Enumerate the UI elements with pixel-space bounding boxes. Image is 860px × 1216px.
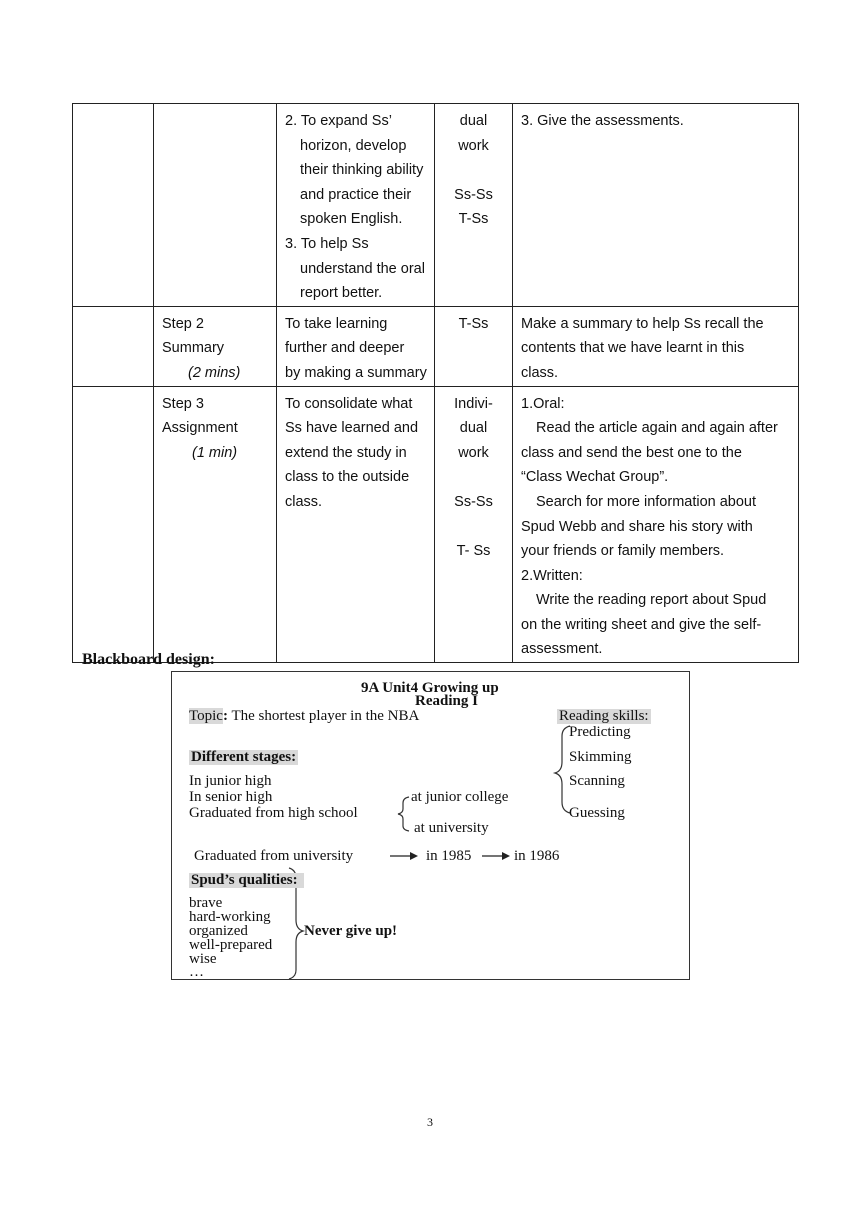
timeline-item: Graduated from university	[194, 848, 354, 864]
stage-item: In junior high	[189, 773, 272, 789]
purpose-line: Ss have learned and	[285, 420, 419, 437]
blackboard-heading: Blackboard design:	[82, 651, 215, 668]
step-number: Step 3	[162, 395, 204, 412]
purpose-line: and practice their	[300, 186, 412, 203]
purpose-line: To take learning	[285, 315, 388, 332]
topic-colon: :	[222, 708, 228, 724]
skill-item: Scanning	[569, 773, 625, 789]
form-line: Ss-Ss	[454, 493, 493, 510]
quality-item: …	[189, 964, 204, 980]
step-number: Step 2	[162, 315, 204, 332]
step-cell	[154, 386, 277, 663]
stage-cell	[73, 386, 154, 663]
table-row	[73, 386, 799, 663]
quality-item: wise	[189, 951, 217, 967]
purpose-line: horizon, develop	[300, 137, 407, 154]
stage-item: Graduated from high school	[189, 805, 358, 821]
activity-line: contents that we have learnt in this	[521, 340, 745, 357]
activity-cell	[513, 386, 799, 663]
activity-line: Read the article again and again after	[536, 420, 778, 437]
purpose-line: class.	[285, 493, 323, 510]
board-subtitle: Reading I	[415, 693, 478, 709]
quality-item: hard-working	[189, 909, 271, 925]
purpose-line: spoken English.	[300, 211, 403, 228]
activity-cell	[513, 306, 799, 386]
purpose-line: To consolidate what	[285, 395, 413, 412]
skills-label: Reading skills:	[559, 708, 649, 724]
activity-line: 2.Written:	[521, 567, 583, 584]
form-line: T-Ss	[458, 211, 489, 228]
timeline-item: in 1985	[426, 848, 472, 864]
purpose-line: extend the study in	[285, 444, 407, 461]
skill-item: Predicting	[569, 724, 631, 740]
topic-line	[189, 709, 419, 724]
step-time: (2 mins)	[188, 364, 241, 381]
form-line: T-Ss	[458, 315, 489, 332]
step-cell	[154, 104, 277, 307]
activity-line: your friends or family members.	[521, 543, 725, 560]
purpose-line: understand the oral	[300, 260, 425, 277]
qualities-label: Spud’s qualities:	[189, 873, 304, 888]
table-row	[73, 104, 799, 307]
table-row	[73, 306, 799, 386]
activity-line: “Class Wechat Group”.	[521, 469, 669, 486]
activity-cell	[513, 104, 799, 307]
step-name: Assignment	[162, 420, 238, 437]
skill-item: Guessing	[569, 805, 625, 821]
blackboard-design	[171, 671, 690, 980]
activity-line: Search for more information about	[536, 493, 757, 510]
activity-line: Write the reading report about Spud	[536, 592, 767, 609]
quality-item: organized	[189, 923, 248, 939]
activity-line: Spud Webb and share his story with	[521, 518, 753, 535]
form-line: T- Ss	[456, 543, 491, 560]
branch-item: at junior college	[411, 789, 509, 805]
stage-cell	[73, 104, 154, 307]
activity-line: Make a summary to help Ss recall the	[521, 315, 764, 332]
page-number: 3	[427, 1115, 433, 1129]
step-time: (1 min)	[192, 444, 238, 461]
activity-line: 3. Give the assessments.	[521, 113, 684, 129]
form-line: work	[458, 137, 489, 154]
form-line: Indivi-	[454, 395, 493, 412]
board-title: 9A Unit4 Growing up	[361, 680, 499, 696]
step-name: Summary	[162, 340, 225, 357]
skills-brace	[555, 726, 570, 813]
purpose-cell	[277, 386, 435, 663]
stage-item: In senior high	[189, 789, 273, 805]
activity-line: class and send the best one to the	[521, 444, 742, 461]
form-cell	[435, 104, 513, 307]
arrow-icon	[410, 852, 418, 860]
purpose-line: class to the outside	[285, 469, 410, 486]
purpose-line: by making a summary	[285, 364, 427, 381]
quality-item: brave	[189, 895, 223, 911]
motto: Never give up!	[304, 923, 398, 939]
quality-item: well-prepared	[189, 937, 273, 953]
purpose-line: their thinking ability	[300, 162, 424, 179]
lesson-plan-table	[72, 103, 799, 663]
form-line: Ss-Ss	[454, 186, 493, 203]
activity-line: 1.Oral:	[521, 395, 565, 412]
form-line: dual	[459, 420, 488, 437]
branch-brace	[398, 797, 409, 831]
activity-line: assessment.	[521, 641, 603, 658]
stage-cell	[73, 306, 154, 386]
purpose-line: 3. To help Ss	[285, 235, 369, 252]
stages-label: Different stages:	[191, 749, 297, 765]
purpose-line: further and deeper	[285, 340, 405, 357]
branch-item: at university	[414, 820, 489, 836]
form-cell	[435, 306, 513, 386]
skill-item: Skimming	[569, 749, 632, 765]
activity-line: on the writing sheet and give the self-	[521, 616, 762, 633]
form-cell	[435, 386, 513, 663]
purpose-line: 2. To expand Ss’	[285, 113, 392, 129]
step-cell	[154, 306, 277, 386]
purpose-line: report better.	[300, 285, 383, 302]
form-line: work	[458, 444, 489, 461]
topic-label: Topic	[189, 708, 223, 724]
topic-text: The shortest player in the NBA	[231, 708, 420, 724]
form-line: dual	[459, 113, 488, 129]
purpose-cell	[277, 104, 435, 307]
activity-line: class.	[521, 364, 559, 381]
timeline-item: in 1986	[514, 848, 560, 864]
arrow-icon	[502, 852, 510, 860]
purpose-cell	[277, 306, 435, 386]
